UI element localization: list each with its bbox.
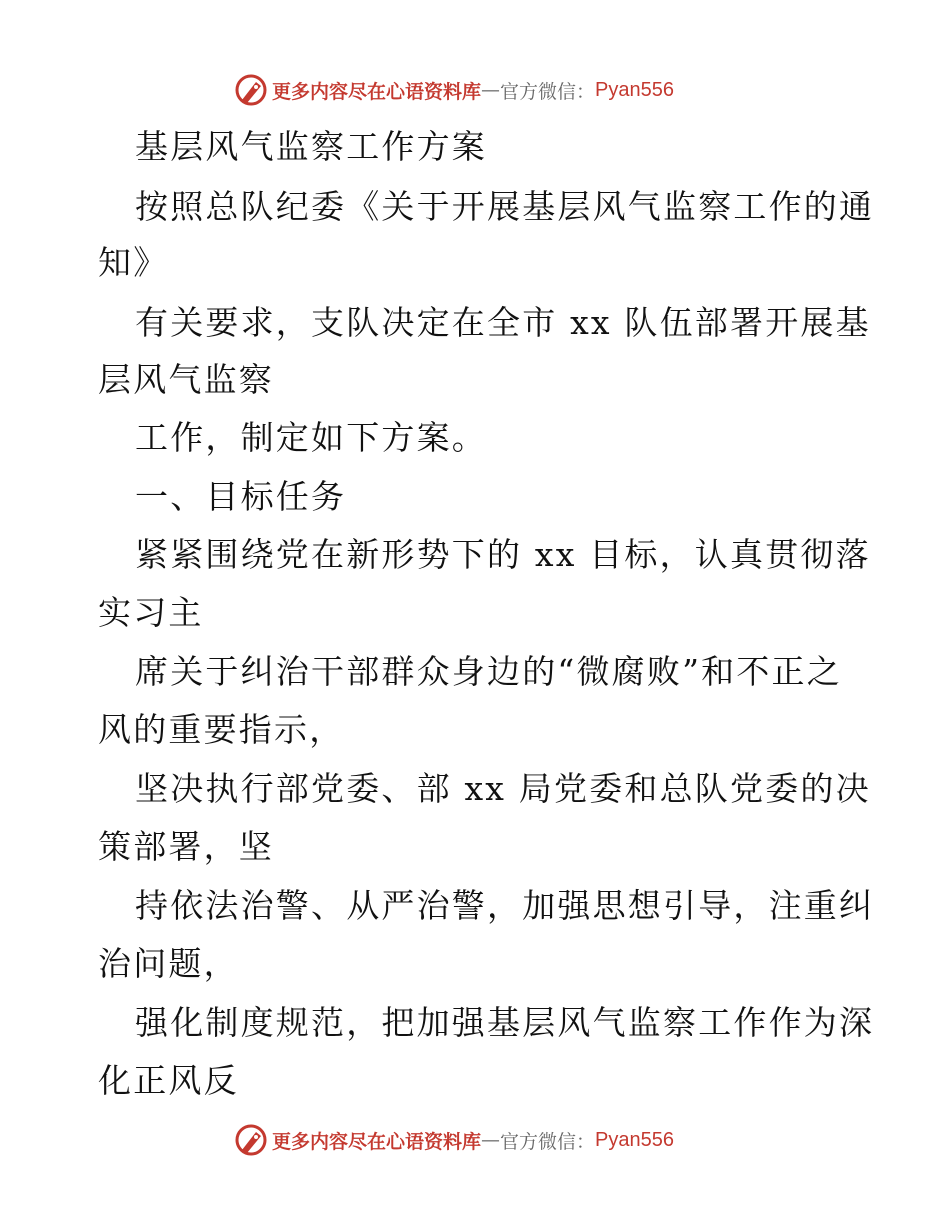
paragraph-line: 按照总队纪委《关于开展基层风气监察工作的通 (135, 187, 875, 226)
header-wechat-label: 官方微信： (500, 80, 596, 103)
paragraph-line: 强化制度规范，把加强基层风气监察工作作为深 (135, 1003, 875, 1042)
footer-banner-content (234, 1120, 674, 1160)
header-dash: — (481, 79, 501, 101)
footer-wechat-id: Pyan556 (595, 1128, 674, 1151)
footer-banner (0, 1120, 950, 1160)
header-banner (0, 70, 950, 110)
footer-wechat-label: 官方微信： (500, 1130, 596, 1153)
paragraph-line: 知》 (98, 243, 169, 282)
paragraph-line: 风的重要指示， (98, 710, 345, 749)
paragraph-line: 化正风反 (98, 1061, 239, 1100)
header-banner-content (234, 70, 674, 110)
header-slogan: 更多内容尽在心语资料库 (272, 80, 482, 103)
section-heading: 一、目标任务 (135, 477, 347, 516)
paragraph-line: 策部署，坚 (98, 827, 274, 866)
paragraph-line: 工作，制定如下方案。 (135, 418, 487, 457)
paragraph-line: 坚决执行部党委、部 xx 局党委和总队党委的决 (135, 769, 871, 808)
paragraph-line: 席关于纠治干部群众身边的“微腐败”和不正之 (135, 652, 842, 691)
paragraph-line: 层风气监察 (98, 360, 274, 399)
paragraph-line: 持依法治警、从严治警，加强思想引导，注重纠 (135, 886, 875, 925)
footer-dash: — (481, 1129, 501, 1151)
paragraph-line: 紧紧围绕党在新形势下的 xx 目标，认真贯彻落 (135, 535, 871, 574)
paragraph-line: 治问题， (98, 944, 239, 983)
pen-nib-circle-icon (234, 1123, 268, 1157)
pen-nib-circle-icon (234, 73, 268, 107)
document-title: 基层风气监察工作方案 (135, 127, 487, 166)
header-wechat-id: Pyan556 (595, 78, 674, 101)
paragraph-line: 有关要求，支队决定在全市 xx 队伍部署开展基 (135, 303, 871, 342)
paragraph-line: 实习主 (98, 593, 204, 632)
footer-slogan: 更多内容尽在心语资料库 (272, 1130, 482, 1153)
